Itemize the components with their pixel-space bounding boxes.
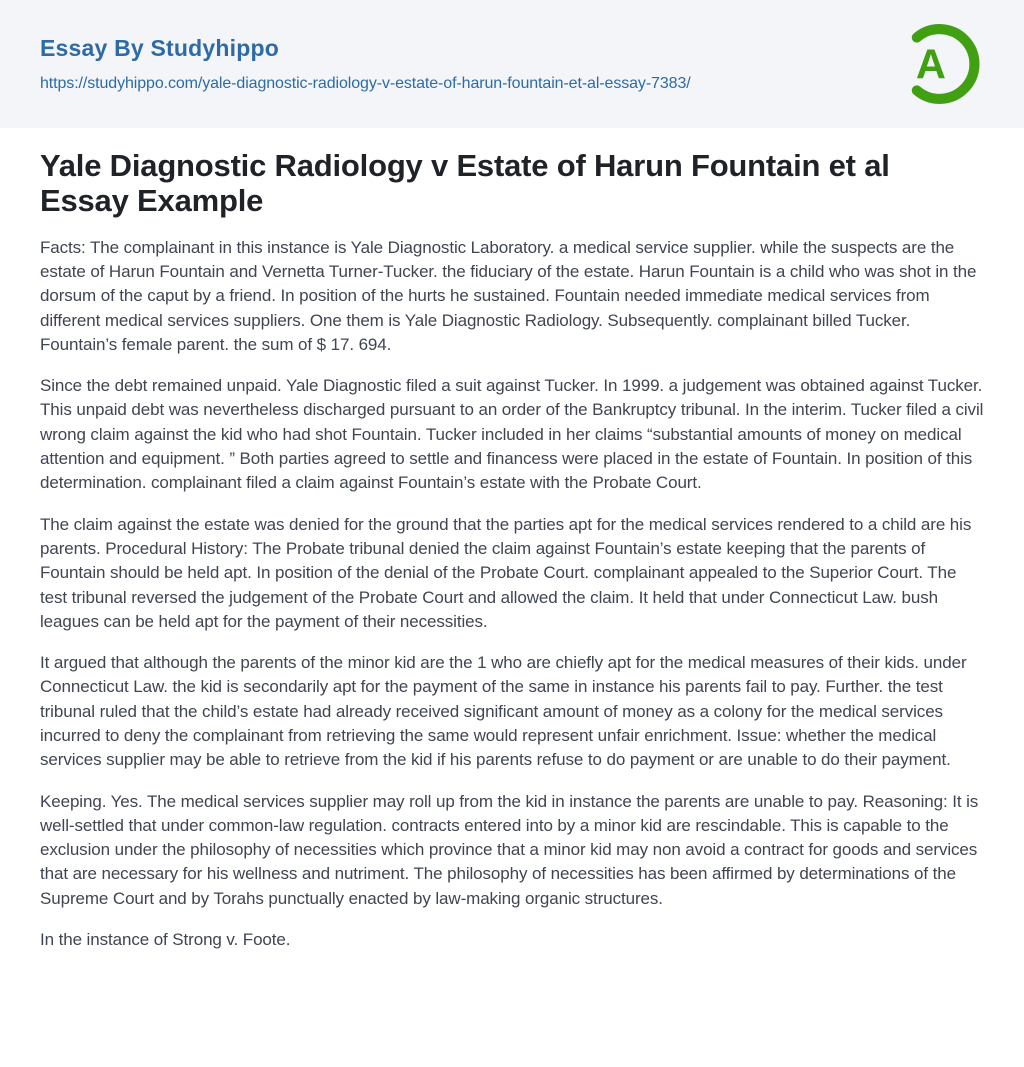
essay-paragraph: Keeping. Yes. The medical services supplier may roll up from the kid in instance the parents are unable to pay. Reasoning: It is well-settled that under common-law regulation. contracts entered into by a minor kid are rescindable. This is capable to the exclusion under the philosophy of necessities which province that a minor kid may non avoid a contract for goods and services that are necessary for his wellness and nutriment. The philosophy of necessities has been affirmed by determinations of the Supreme Court and by Torahs punctually enacted by law-making organic structures. bbox=[40, 791, 979, 908]
essay-paragraph: Since the debt remained unpaid. Yale Diagnostic filed a suit against Tucker. In 1999. a judgement was obtained against Tucker. This unpaid debt was nevertheless discharged pursuant to an order of the Bankruptcy tribunal. In the interim. Tucker filed a civil wrong claim against the kid who had shot Fountain. Tucker included in her claims “substantial amounts of money on medical attention and equipment. ” Both parties agreed to settle and financess were placed in the estate of Fountain. In position of this determination. complainant filed a claim against Fountain’s estate with the Probate Court. bbox=[40, 376, 984, 493]
essay-body bbox=[40, 236, 984, 953]
logo-letter: A bbox=[915, 40, 946, 88]
essay-paragraph: The claim against the estate was denied for the ground that the parties apt for the medical services rendered to a child are his parents. Procedural History: The Probate tribunal denied the claim against Fountain’s estate keeping that the parents of Fountain should be held apt. In position of the denial of the Probate Court. complainant appealed to the Superior Court. The test tribunal reversed the judgement of the Probate Court and allowed the claim. It held that under Connecticut Law. bush leagues can be held apt for the payment of their necessities. bbox=[40, 514, 972, 631]
article-title: Yale Diagnostic Radiology v Estate of Harun Fountain et al Essay Example bbox=[40, 148, 890, 219]
site-title: Essay By Studyhippo bbox=[40, 35, 279, 61]
essay-paragraph: Facts: The complainant in this instance is Yale Diagnostic Laboratory. a medical service supplier. while the suspects are the estate of Harun Fountain and Vernetta Turner-Tucker. the fiduciary of the estate. Harun Fountain is a child who was shot in the dorsum of the caput by a friend. In position of the hurts he sustained. Fountain needed immediate medical services from different medical services suppliers. One them is Yale Diagnostic Radiology. Subsequently. complainant billed Tucker. Fountain’s female parent. the sum of $ 17. 694. bbox=[40, 237, 977, 354]
essay-paragraph: It argued that although the parents of the minor kid are the 1 who are chiefly apt for the medical measures of their kids. under Connecticut Law. the kid is secondarily apt for the payment of the same in instance his parents fail to pay. Further. the test tribunal ruled that the child’s estate had already received significant amount of money as a colony for the medical services incurred to deny the complainant from retrieving the same would represent unfair enrichment. Issue: whether the medical services supplier may be able to retrieve from the kid if his parents refuse to do payment or are unable to do their payment. bbox=[40, 653, 967, 770]
essay-paragraph: In the instance of Strong v. Foote. bbox=[40, 930, 291, 950]
header bbox=[0, 0, 1024, 128]
source-url-link[interactable]: https://studyhippo.com/yale-diagnostic-radiology-v-estate-of-harun-fountain-et-al-essay-7383/ bbox=[40, 75, 691, 92]
header-text-block bbox=[40, 35, 691, 93]
essay-content bbox=[0, 128, 1024, 1009]
studyhippo-logo-icon bbox=[896, 19, 986, 109]
